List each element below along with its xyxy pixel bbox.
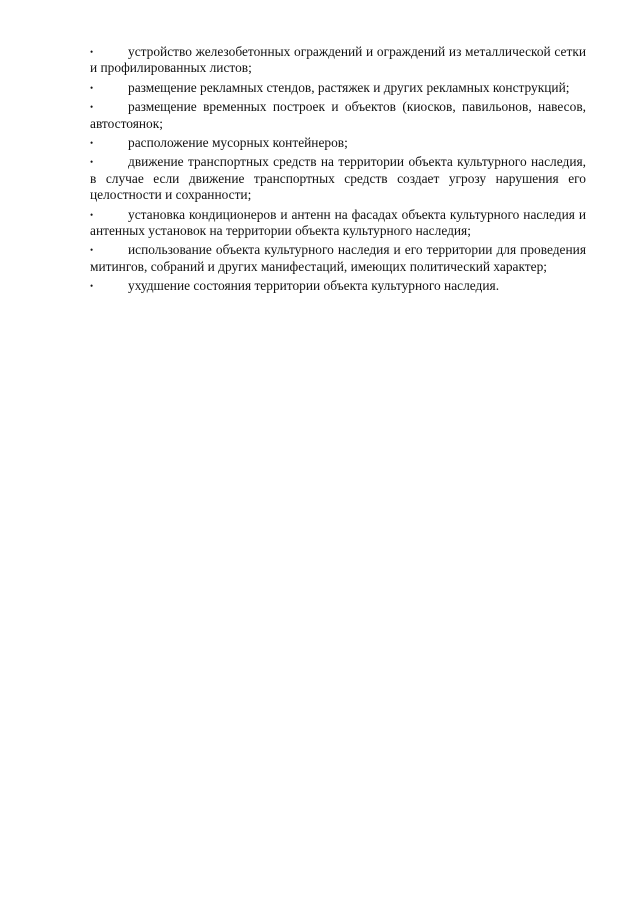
bullet-icon: • bbox=[90, 47, 94, 57]
list-item bbox=[90, 278, 586, 294]
list-item-text: размещение рекламных стендов, растяжек и других рекламных конструкций; bbox=[128, 79, 570, 95]
list-item bbox=[90, 135, 586, 151]
bullet-icon: • bbox=[90, 157, 94, 168]
bullet-icon: • bbox=[90, 102, 94, 113]
list-item bbox=[90, 207, 586, 240]
list-item-text: расположение мусорных контейнеров; bbox=[128, 135, 348, 151]
bullet-icon: • bbox=[90, 281, 94, 292]
bullet-icon: • bbox=[90, 82, 94, 93]
list-item-text: установка кондиционеров и антенн на фасадах объекта культурного наследия и антенных установок на территории объекта культурного наследия; bbox=[90, 206, 586, 239]
bullet-icon: • bbox=[90, 209, 94, 220]
restrictions-list bbox=[90, 44, 586, 298]
list-item bbox=[90, 99, 586, 132]
list-item bbox=[90, 44, 586, 77]
list-item-text: ухудшение состояния территории объекта культурного наследия. bbox=[128, 278, 500, 294]
bullet-icon: • bbox=[90, 245, 94, 256]
list-item-text: размещение временных построек и объектов (киосков, павильонов, навесов, автостоянок; bbox=[90, 99, 586, 131]
list-item bbox=[90, 242, 586, 275]
list-item-text: устройство железобетонных ограждений и ограждений из металлической сетки и профилированных листов; bbox=[90, 44, 586, 76]
list-item bbox=[90, 80, 586, 96]
list-item bbox=[90, 154, 586, 203]
list-item-text: движение транспортных средств на территории объекта культурного наследия, в случае если движение транспортных средств создает угрозу нарушения его целостности и сохранности; bbox=[90, 154, 586, 203]
bullet-icon: • bbox=[90, 138, 94, 149]
list-item-text: использование объекта культурного наследия и его территории для проведения митингов, собраний и других манифестаций, имеющих политический характер; bbox=[90, 242, 586, 274]
